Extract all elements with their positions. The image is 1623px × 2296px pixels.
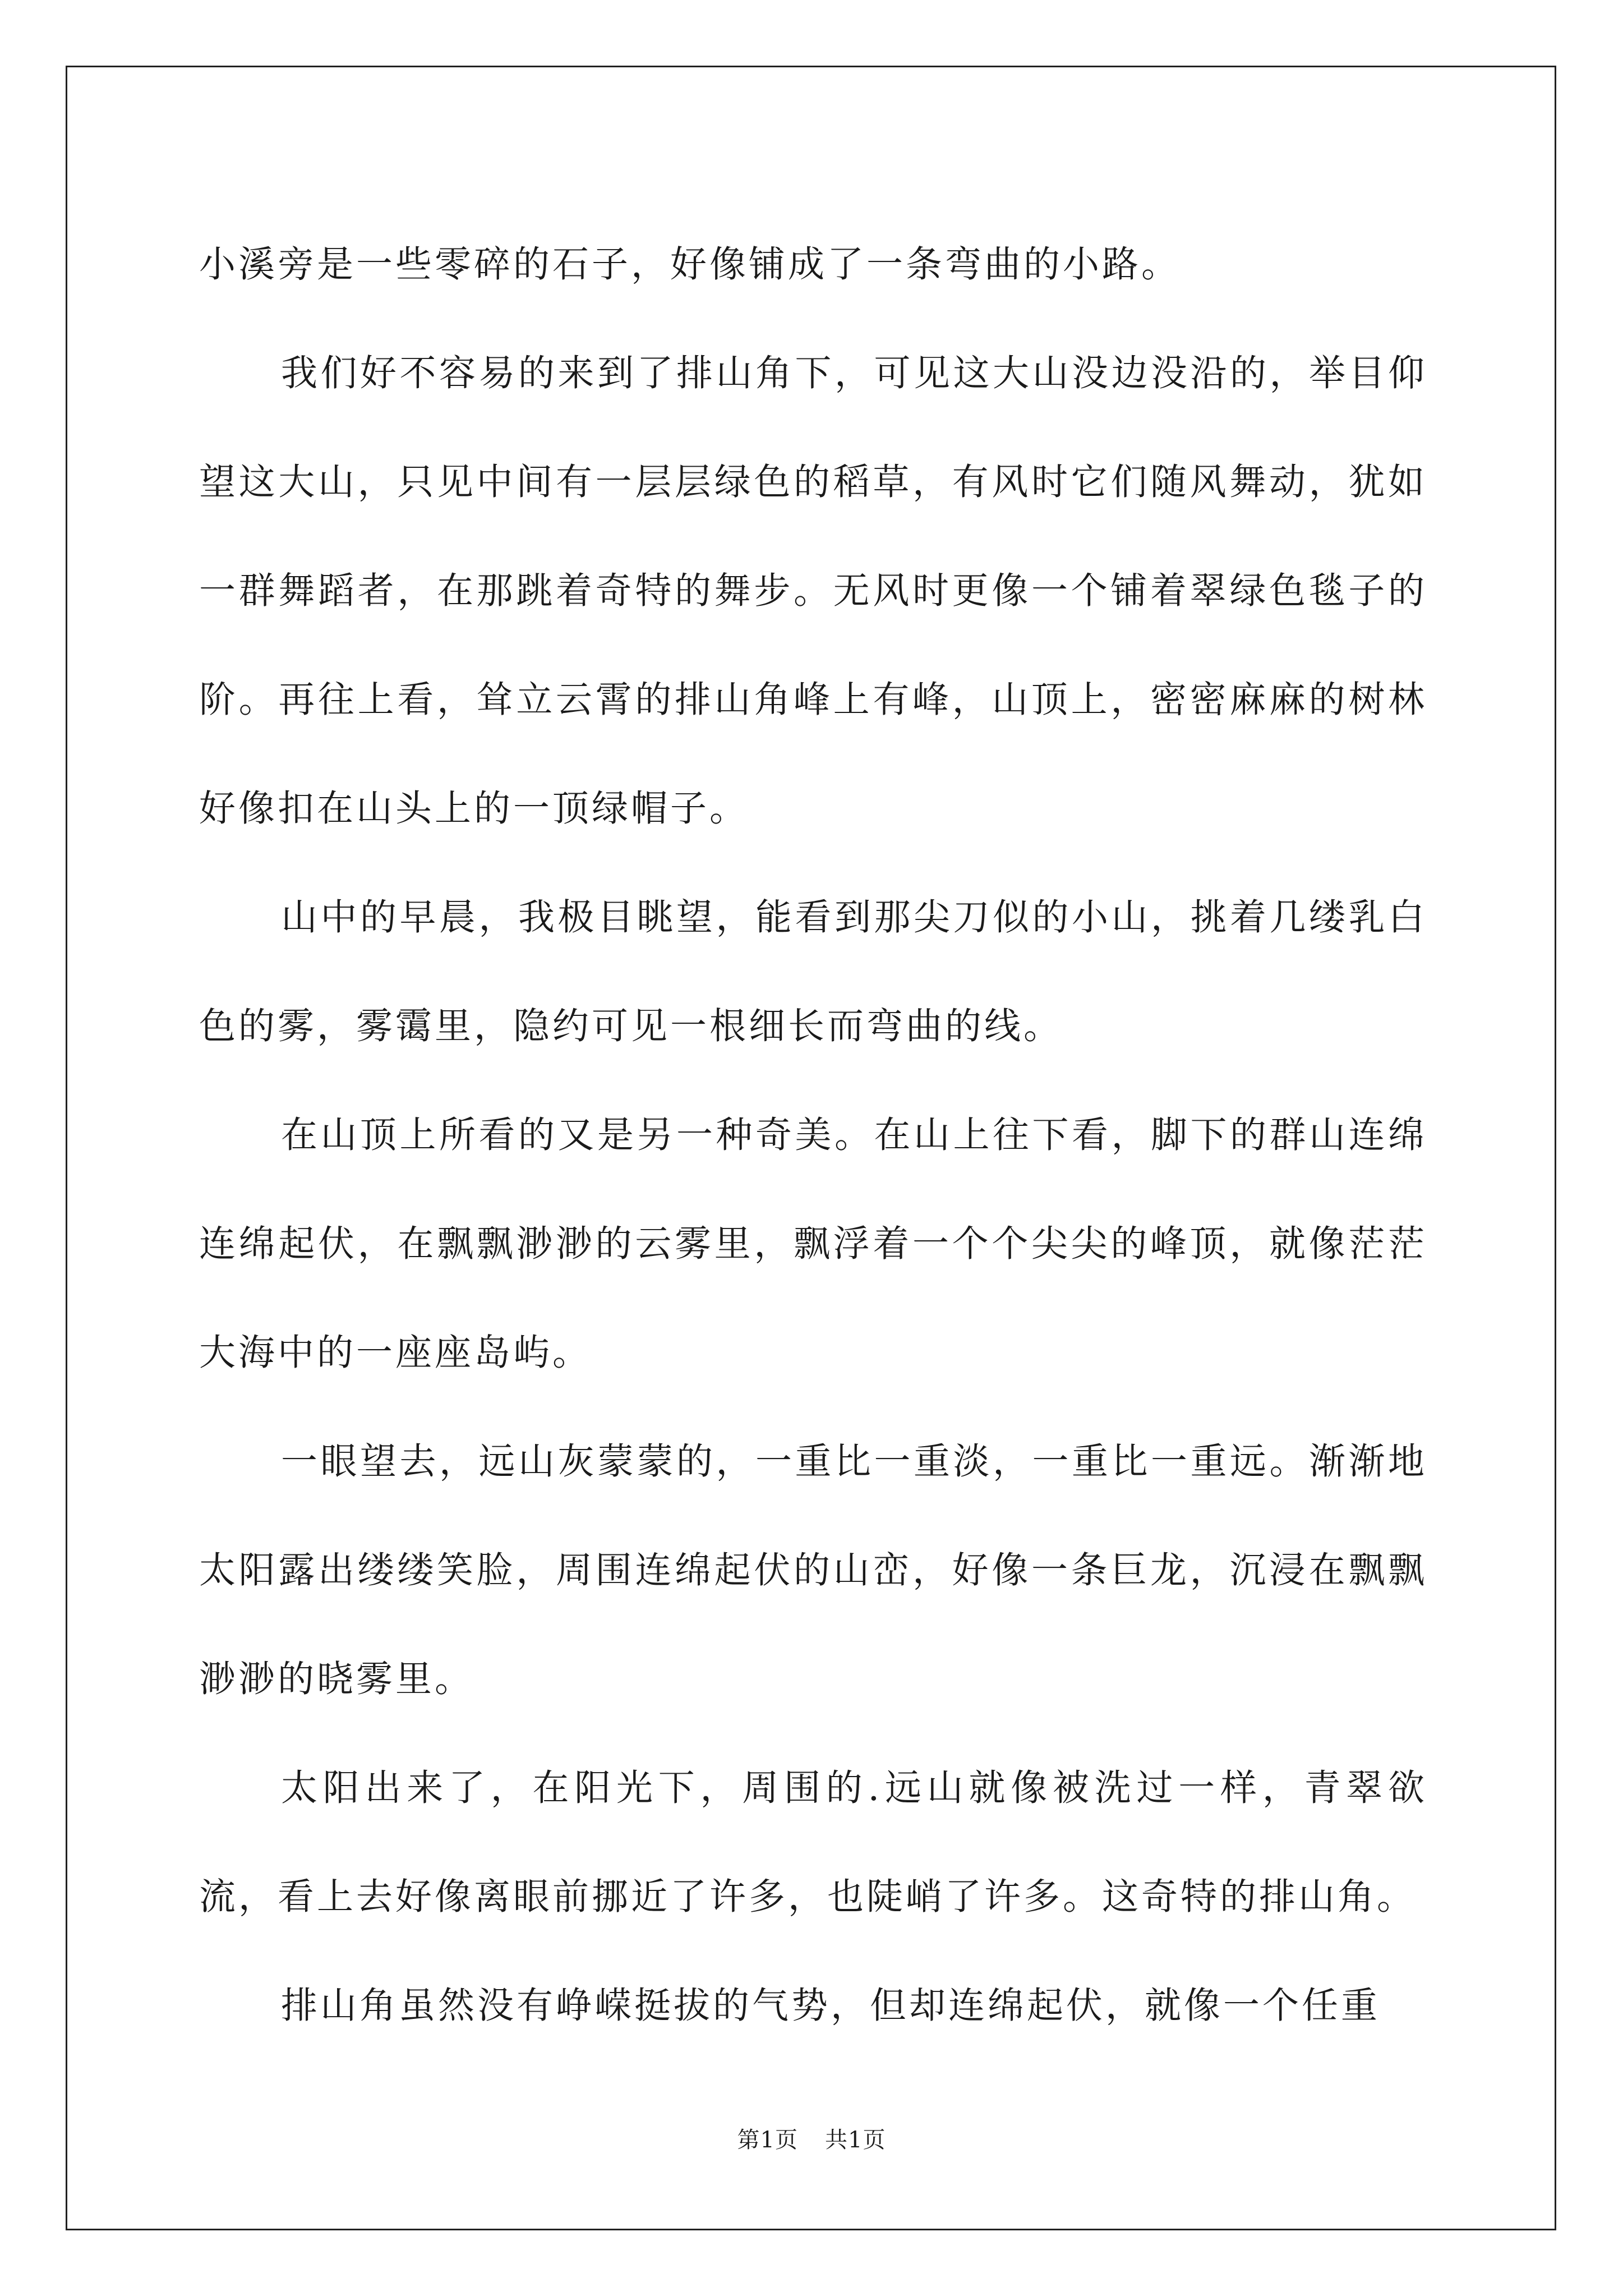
paragraph-2: 我们好不容易的来到了排山角下，可见这大山没边没沿的，举目仰望这大山，只见中间有一层层绿色的稻草，有风时它们随风舞动，犹如一群舞蹈者，在那跳着奇特的舞步。无风时更像一个铺着翠绿色毯子的阶。再往上看，耸立云霄的排山角峰上有峰，山顶上，密密麻麻的树林好像扣在山头上的一顶绿帽子。 [199,352,1427,830]
paragraph-7: 排山角虽然没有峥嵘挺拔的气势，但却连绵起伏，就像一个任重 [281,1985,1381,2027]
paragraph-5: 一眼望去，远山灰蒙蒙的，一重比一重淡，一重比一重远。渐渐地太阳露出缕缕笑脸，周围连绵起伏的山峦，好像一条巨龙，沉浸在飘飘渺渺的晓雾里。 [199,1441,1427,1700]
page-footer [0,2126,1623,2154]
paragraph-6: 太阳出来了，在阳光下，周围的.远山就像被洗过一样，青翠欲流，看上去好像离眼前挪近了许多，也陡峭了许多。这奇特的排山角。 [199,1767,1427,1918]
document-body [199,210,1427,2060]
paragraph-4: 在山顶上所看的又是另一种奇美。在山上往下看，脚下的群山连绵连绵起伏，在飘飘渺渺的云雾里，飘浮着一个个尖尖的峰顶，就像茫茫大海中的一座座岛屿。 [199,1114,1427,1374]
paragraph-3: 山中的早晨，我极目眺望，能看到那尖刀似的小山，挑着几缕乳白色的雾，雾霭里，隐约可见一根细长而弯曲的线。 [199,896,1427,1047]
page-number: 第1页 [737,2127,798,2153]
page-total: 共1页 [825,2127,886,2153]
paragraph-1: 小溪旁是一些零碎的石子，好像铺成了一条弯曲的小路。 [199,243,1181,286]
